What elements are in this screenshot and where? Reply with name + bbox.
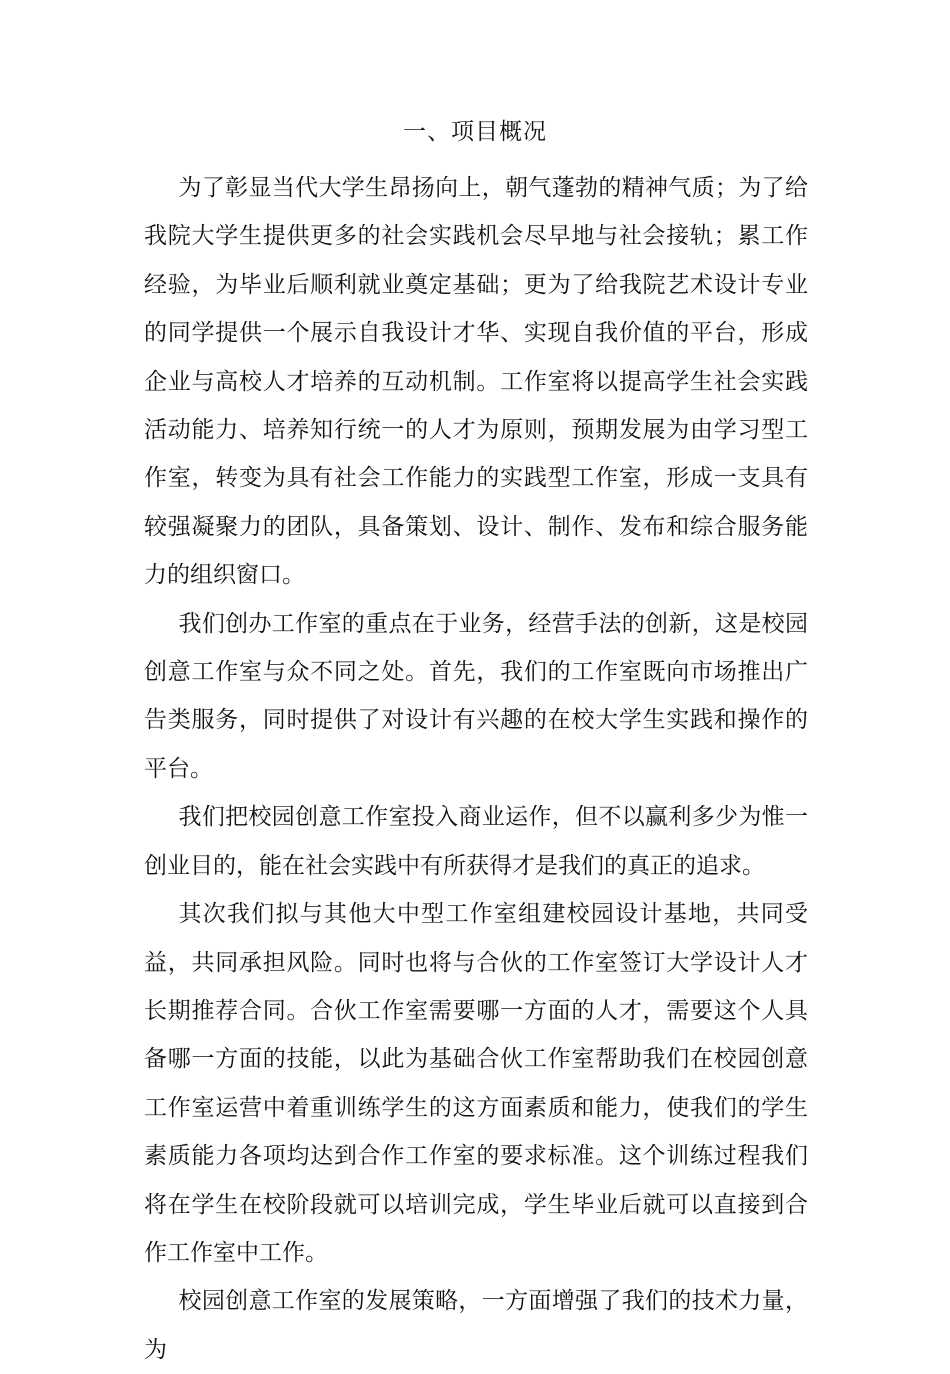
paragraph: 我们创办工作室的重点在于业务，经营手法的创新，这是校园创意工作室与众不同之处。首先，我们的工作室既向市场推出广告类服务，同时提供了对设计有兴趣的在校大学生实践和操作的平台。: [144, 610, 808, 782]
paragraph: 其次我们拟与其他大中型工作室组建校园设计基地，共同受益，共同承担风险。同时也将与合伙的工作室签订大学设计人才长期推荐合同。合伙工作室需要哪一方面的人才，需要这个人具备哪一方面的技能，以此为基础合伙工作室帮助我们在校园创意工作室运营中着重训练学生的这方面素质和能力，使我们的学生素质能力各项均达到合作工作室的要求标准。这个训练过程我们将在学生在校阶段就可以培训完成，学生毕业后就可以直接到合作工作室中工作。: [144, 901, 808, 1266]
paragraph: 为了彰显当代大学生昂扬向上，朝气蓬勃的精神气质；为了给我院大学生提供更多的社会实践机会尽早地与社会接轨；累工作经验，为毕业后顺利就业奠定基础；更为了给我院艺术设计专业的同学提供一个展示自我设计才华、实现自我价值的平台，形成企业与高校人才培养的互动机制。工作室将以提高学生社会实践活动能力、培养知行统一的人才为原则，预期发展为由学习型工作室，转变为具有社会工作能力的实践型工作室，形成一支具有较强凝聚力的团队，具备策划、设计、制作、发布和综合服务能力的组织窗口。: [144, 175, 808, 589]
paragraph: 我们把校园创意工作室投入商业运作，但不以赢利多少为惟一创业目的，能在社会实践中有所获得才是我们的真正的追求。: [144, 804, 808, 879]
document-body: [144, 164, 808, 1374]
section-heading: 一、项目概况: [403, 119, 547, 145]
paragraph: 校园创意工作室的发展策略，一方面增强了我们的技术力量，为: [144, 1288, 808, 1363]
